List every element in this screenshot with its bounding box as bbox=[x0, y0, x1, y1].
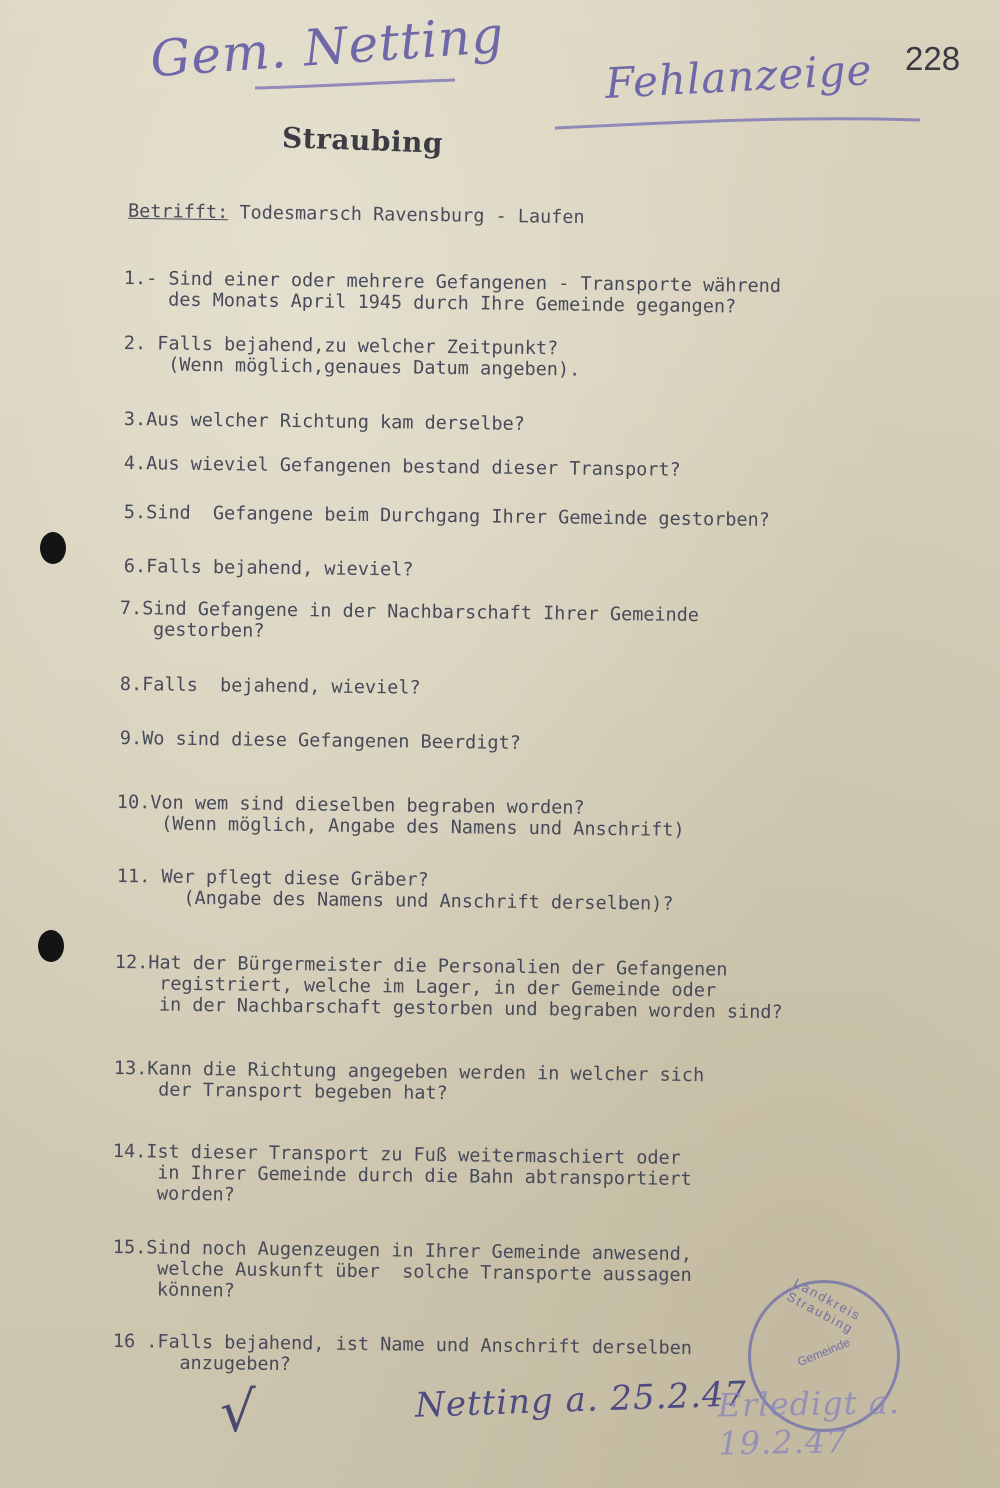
question-number: 9. bbox=[119, 728, 143, 750]
question-line: gestorben? bbox=[152, 619, 265, 642]
question-line: Von wem sind dieselben begraben worden? bbox=[150, 792, 585, 819]
check-mark: √ bbox=[220, 1380, 257, 1445]
question-number: 1.- bbox=[123, 268, 158, 290]
question-line: .Falls bejahend, ist Name und Anschrift derselben bbox=[146, 1331, 693, 1360]
question-line: (Wenn möglich,genaues Datum angeben). bbox=[168, 354, 581, 381]
question-12 bbox=[114, 952, 783, 1023]
question-line: Hat der Bürgermeister die Personalien der Gefangenen bbox=[148, 952, 728, 981]
processed-note: Erledigt a. 19.2.47 bbox=[717, 1383, 901, 1463]
municipality-handwritten: Gem. Netting bbox=[148, 5, 507, 89]
subject-line bbox=[128, 201, 585, 228]
question-9 bbox=[120, 728, 521, 754]
question-line: anzugeben? bbox=[179, 1352, 291, 1376]
punch-hole bbox=[40, 532, 66, 564]
question-line: können? bbox=[156, 1279, 236, 1302]
subject-label: Betrifft: bbox=[127, 200, 229, 224]
question-line: Sind noch Augenzeugen in Ihrer Gemeinde anwesend, bbox=[146, 1237, 693, 1266]
question-8 bbox=[120, 674, 421, 699]
question-14 bbox=[112, 1141, 692, 1211]
question-line: Wo sind diese Gefangenen Beerdigt? bbox=[142, 728, 521, 754]
signature-date: Netting a. 25.2.47 bbox=[414, 1374, 748, 1426]
question-number: 15. bbox=[112, 1237, 147, 1259]
stamp-ring-text: Landkreis Straubing bbox=[784, 1275, 864, 1337]
question-line: Aus welcher Richtung kam derselbe? bbox=[146, 409, 525, 435]
question-line: Falls bejahend, wieviel? bbox=[146, 556, 414, 581]
question-line: Sind Gefangene in der Nachbarschaft Ihrer Gemeinde bbox=[142, 598, 700, 627]
question-line: Wer pflegt diese Gräber? bbox=[161, 866, 429, 891]
question-number: 10. bbox=[116, 792, 151, 814]
question-line: Falls bejahend,zu welcher Zeitpunkt? bbox=[157, 333, 559, 360]
question-line: Sind einer oder mehrere Gefangenen - Transporte während bbox=[168, 268, 782, 298]
question-11 bbox=[116, 866, 673, 915]
question-13 bbox=[113, 1058, 704, 1107]
question-line: in Ihrer Gemeinde durch die Bahn abtransportiert bbox=[157, 1162, 692, 1191]
question-line: der Transport begeben hat? bbox=[158, 1079, 448, 1105]
question-4 bbox=[124, 453, 681, 481]
subject-text: Todesmarsch Ravensburg - Laufen bbox=[239, 202, 585, 229]
question-line: Ist dieser Transport zu Fuß weitermaschiert oder bbox=[146, 1141, 682, 1169]
question-line: (Angabe des Namens und Anschrift derselben)? bbox=[183, 887, 674, 915]
question-number: 12. bbox=[114, 952, 149, 974]
punch-hole bbox=[38, 930, 64, 962]
question-number: 7. bbox=[119, 598, 143, 620]
question-number: 14. bbox=[112, 1141, 147, 1163]
stamp-inner-text: Gemeinde bbox=[795, 1335, 852, 1369]
question-number: 6. bbox=[123, 556, 147, 578]
question-16 bbox=[112, 1331, 692, 1380]
question-line: (Wenn möglich, Angabe des Namens und Anschrift) bbox=[161, 813, 685, 841]
question-3 bbox=[124, 409, 525, 435]
question-line: Kann die Richtung angegeben werden in welcher sich bbox=[147, 1058, 705, 1087]
handwritten-underline bbox=[0, 0, 1000, 200]
question-line: worden? bbox=[156, 1183, 236, 1206]
question-line: Aus wieviel Gefangenen bestand dieser Transport? bbox=[146, 453, 681, 481]
question-line: Falls bejahend, wieviel? bbox=[142, 674, 421, 699]
question-1 bbox=[123, 268, 781, 318]
district-stamp: Straubing bbox=[281, 121, 444, 160]
question-line: in der Nachbarschaft gestorben und begraben worden sind? bbox=[158, 994, 783, 1024]
question-number: 16 bbox=[112, 1331, 136, 1353]
question-number: 4. bbox=[123, 453, 147, 475]
question-15 bbox=[112, 1237, 692, 1307]
question-number: 2. bbox=[123, 333, 147, 355]
question-number: 3. bbox=[123, 409, 147, 431]
page-number: 228 bbox=[905, 40, 961, 77]
question-6 bbox=[124, 556, 414, 581]
question-7 bbox=[119, 598, 699, 647]
question-number: 11. bbox=[116, 866, 151, 888]
question-5 bbox=[124, 502, 770, 531]
question-number: 5. bbox=[123, 502, 147, 524]
question-line: des Monats April 1945 durch Ihre Gemeinde gegangen? bbox=[168, 289, 737, 318]
question-number: 13. bbox=[113, 1058, 148, 1080]
question-line: welche Auskunft über solche Transporte aussagen bbox=[157, 1258, 692, 1287]
question-number: 8. bbox=[119, 674, 143, 696]
question-10 bbox=[116, 792, 685, 841]
question-2 bbox=[123, 333, 580, 381]
question-line: registriert, welche im Lager, in der Gemeinde oder bbox=[159, 973, 717, 1002]
report-type-handwritten: Fehlanzeige bbox=[603, 45, 874, 108]
question-line: Sind Gefangene beim Durchgang Ihrer Gemeinde gestorben? bbox=[146, 502, 770, 531]
